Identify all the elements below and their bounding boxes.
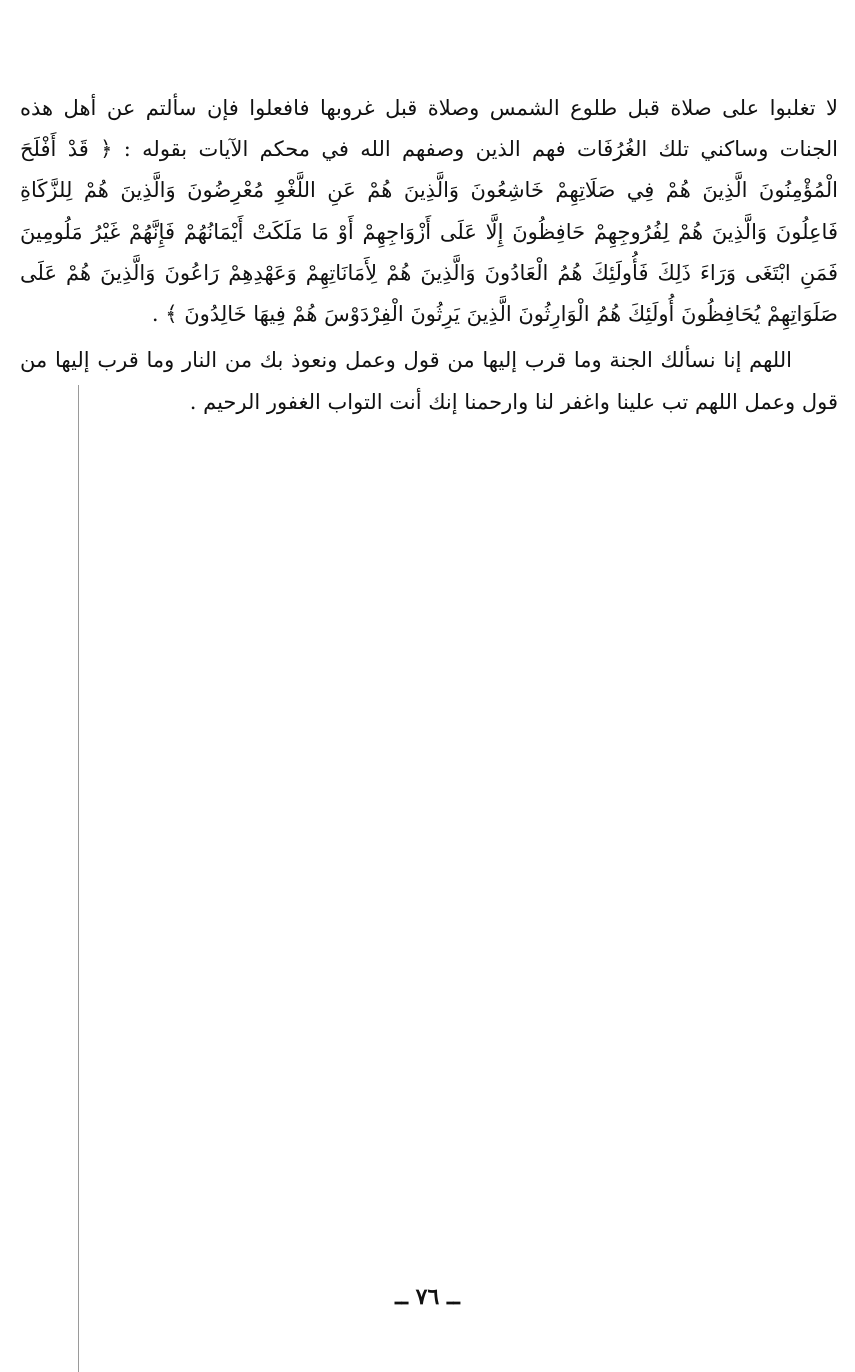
paragraph-2: اللهم إنا نسألك الجنة وما قرب إليها من قول وعمل ونعوذ بك من النار وما قرب إليها من قول وعمل اللهم تب علينا واغفر لنا وارحمنا إنك أنت التواب الغفور الرحيم . (20, 348, 838, 415)
paragraph-1: لا تغلبوا على صلاة قبل طلوع الشمس وصلاة قبل غروبها فافعلوا فإن سألتم عن أهل هذه الجنات وساكني تلك الغُرُفَات فهم الذين وصفهم الله في محكم الآيات بقوله : ﴿ قَدْ أَفْلَحَ الْمُؤْمِنُونَ الَّذِينَ هُمْ فِي صَلَاتِهِمْ خَاشِعُونَ وَالَّذِينَ هُمْ عَنِ اللَّغْوِ مُعْرِضُونَ وَالَّذِينَ هُمْ لِلزَّكَاةِ فَاعِلُونَ وَالَّذِينَ هُمْ لِفُرُوجِهِمْ حَافِظُونَ إِلَّا عَلَى أَزْوَاجِهِمْ أَوْ مَا مَلَكَتْ أَيْمَانُهُمْ فَإِنَّهُمْ غَيْرُ مَلُومِينَ فَمَنِ ابْتَغَى وَرَاءَ ذَلِكَ فَأُولَئِكَ هُمُ الْعَادُونَ وَالَّذِينَ هُمْ لِأَمَانَاتِهِمْ وَعَهْدِهِمْ رَاعُونَ وَالَّذِينَ هُمْ عَلَى صَلَوَاتِهِمْ يُحَافِظُونَ أُولَئِكَ هُمُ الْوَارِثُونَ الَّذِينَ يَرِثُونَ الْفِرْدَوْسَ هُمْ فِيهَا خَالِدُونَ ﴾ . (20, 96, 838, 327)
page-body (20, 88, 838, 423)
page-number: ــ ٧٦ ــ (395, 1284, 460, 1310)
scan-artifact-line (78, 385, 79, 1372)
